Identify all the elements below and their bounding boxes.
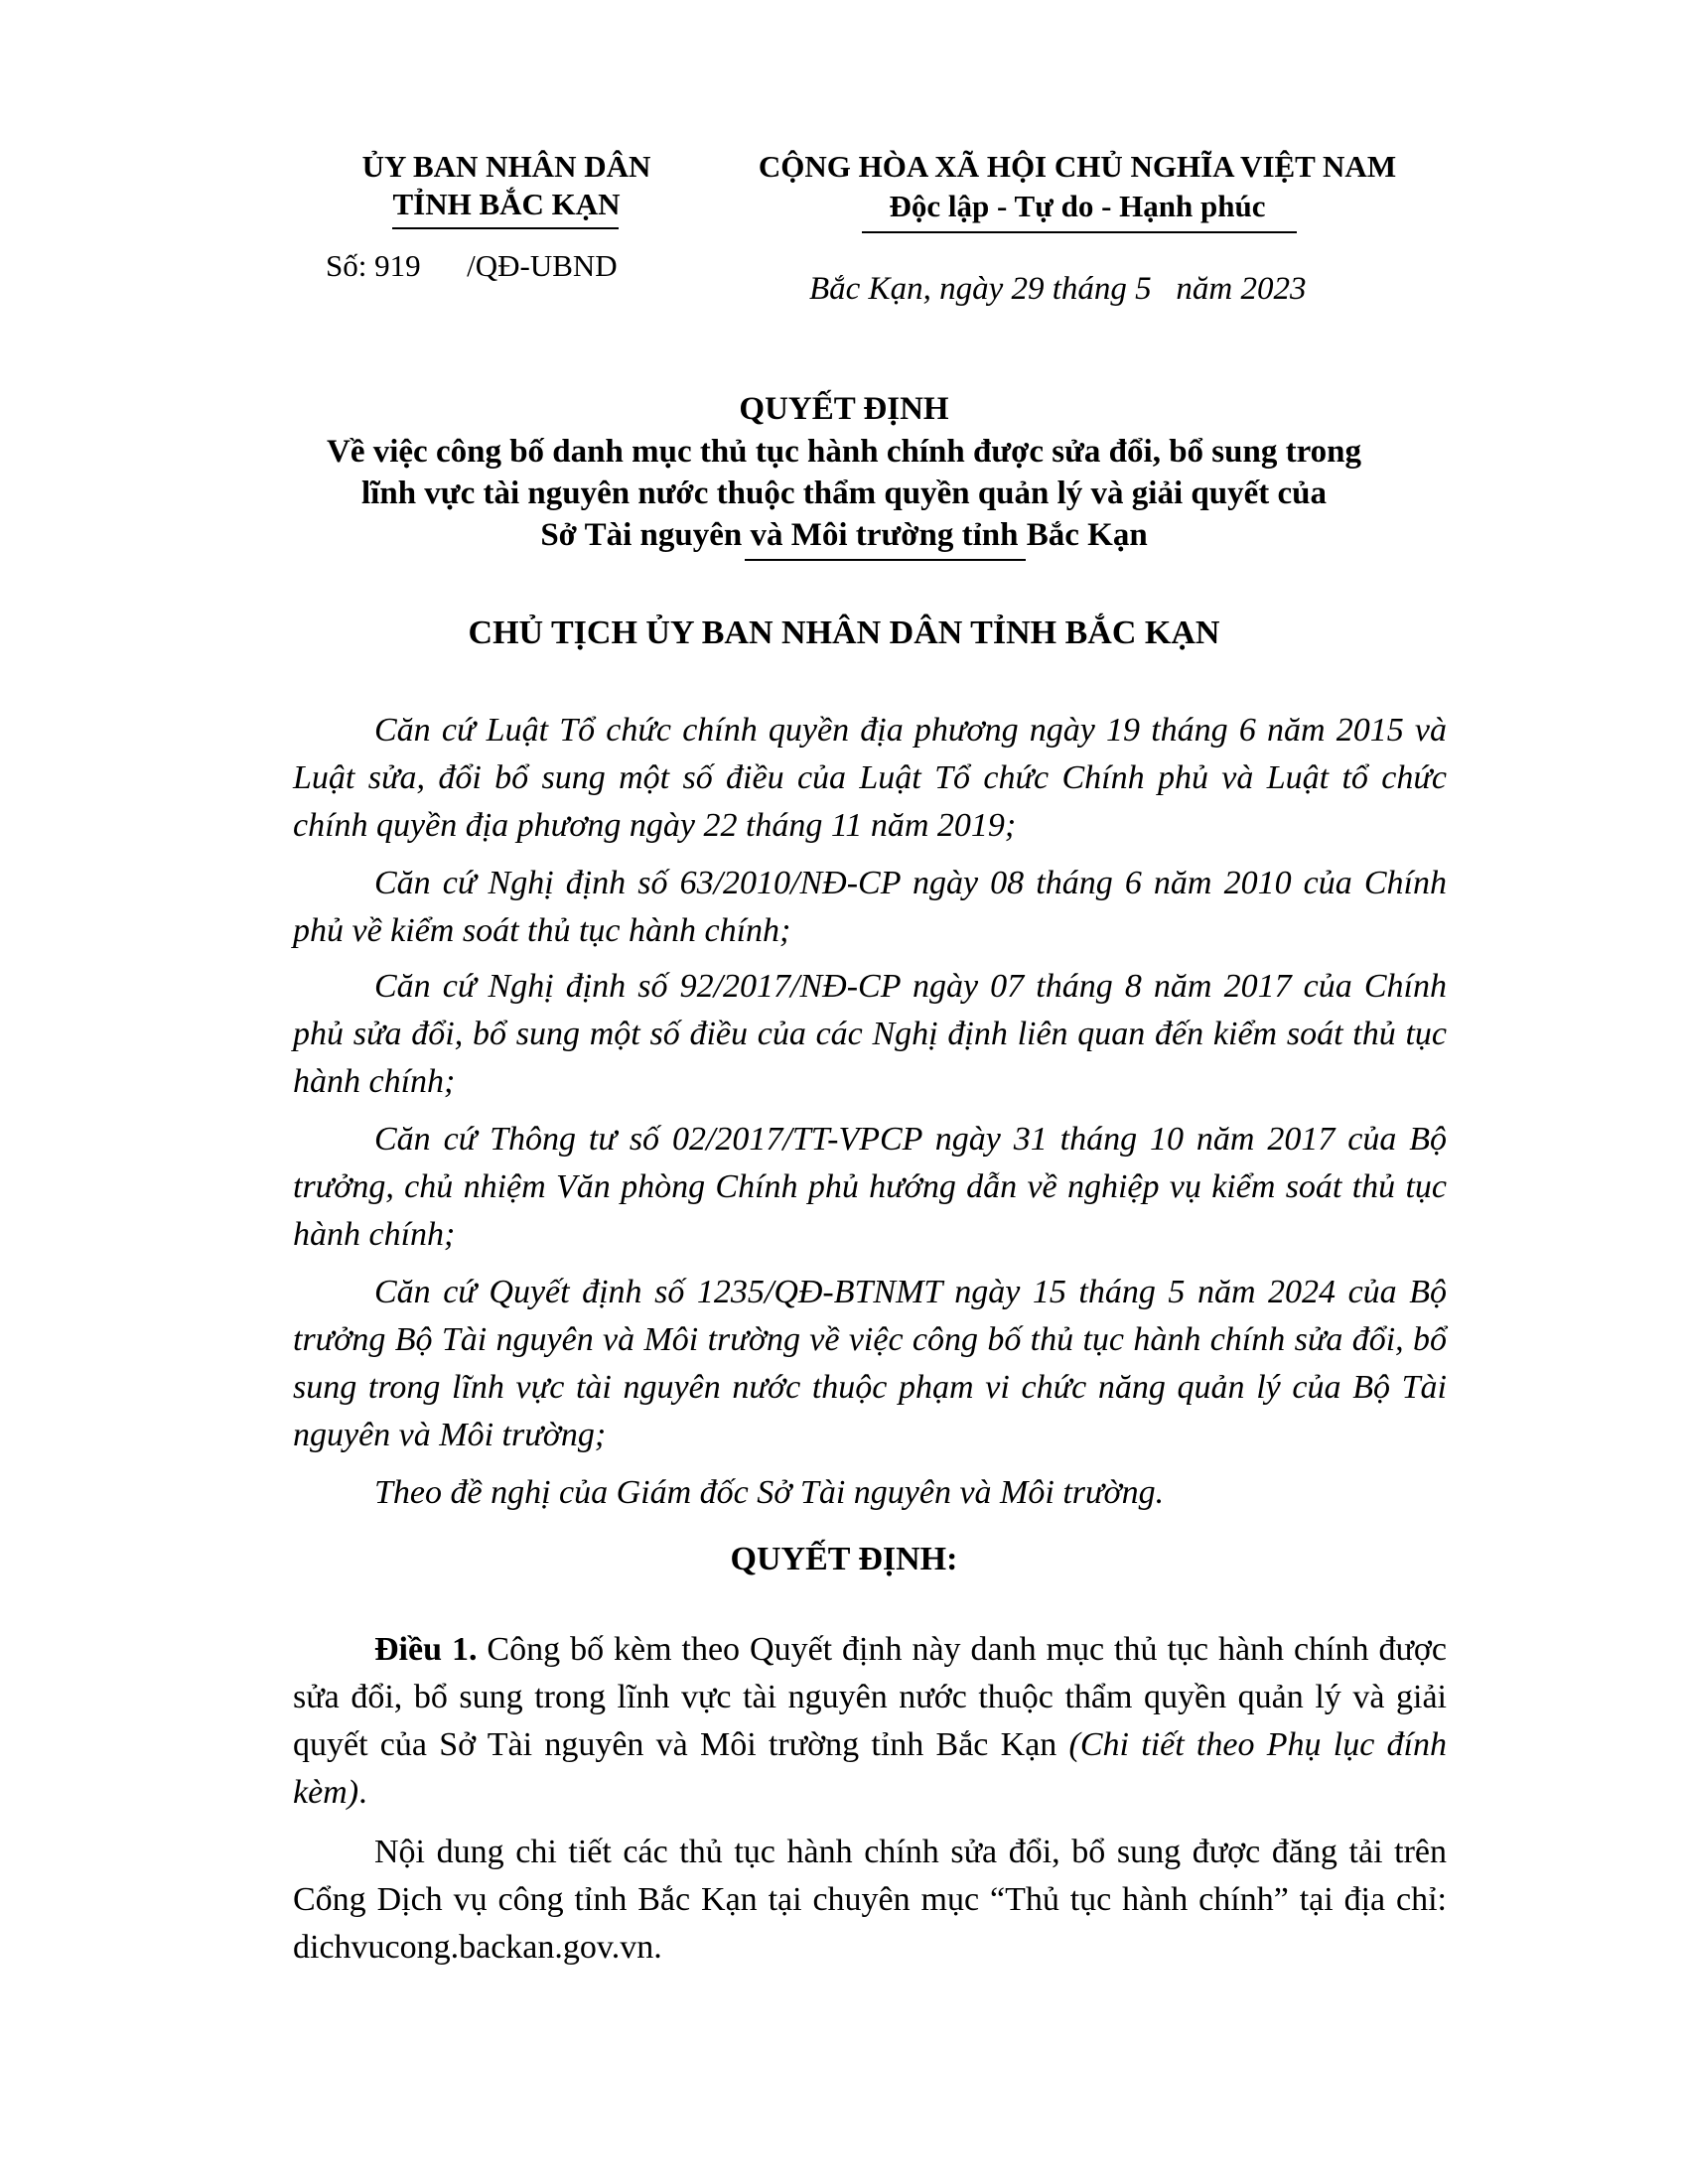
legal-basis-4: Căn cứ Thông tư số 02/2017/TT-VPCP ngày 31 tháng 10 năm 2017 của Bộ trưởng, chủ nhiệm Văn phòng Chính phủ hướng dẫn về nghiệp vụ kiểm soát thủ tục hành chính; xyxy=(293,1121,1447,1253)
issuing-authority-line2: TỈNH BẮC KẠN xyxy=(392,187,621,221)
subject-line-1: Về việc công bố danh mục thủ tục hành chính được sửa đổi, bổ sung trong xyxy=(327,434,1361,470)
document-number: Số: 919 /QĐ-UBND xyxy=(326,248,618,283)
signing-authority-heading: CHỦ TỊCH ỦY BAN NHÂN DÂN TỈNH BẮC KẠN xyxy=(468,614,1220,651)
article-1 xyxy=(293,1626,1447,1817)
national-title: CỘNG HÒA XÃ HỘI CHỦ NGHĨA VIỆT NAM xyxy=(758,149,1397,184)
decision-heading: QUYẾT ĐỊNH: xyxy=(730,1541,958,1577)
subject-line-3: Sở Tài nguyên và Môi trường tỉnh Bắc Kạn xyxy=(540,517,1148,553)
article-1-text: Công bố kèm theo Quyết định này danh mục thủ tục hành chính được sửa đổi, bổ sung trong lĩnh vực tài nguyên nước thuộc thẩm quyền quản lý và giải quyết của Sở Tài nguyên và Môi trường tỉnh Bắc Kạn xyxy=(293,1631,1448,1763)
motto-underline xyxy=(862,231,1297,233)
article-1-note: (Chi tiết theo Phụ lục đính kèm) xyxy=(293,1726,1447,1811)
subject-line-2: lĩnh vực tài nguyên nước thuộc thẩm quyền quản lý và giải quyết của xyxy=(361,476,1327,511)
article-1-end: . xyxy=(358,1774,367,1811)
issuing-authority-line1: ỦY BAN NHÂN DÂN xyxy=(361,149,651,184)
national-motto: Độc lập - Tự do - Hạnh phúc xyxy=(889,189,1266,223)
title-underline xyxy=(745,559,1026,561)
document-type-heading: QUYẾT ĐỊNH xyxy=(739,391,949,427)
legal-basis-5: Căn cứ Quyết định số 1235/QĐ-BTNMT ngày 15 tháng 5 năm 2024 của Bộ trưởng Bộ Tài nguyên và Môi trường về việc công bố thủ tục hành chính sửa đổi, bổ sung trong lĩnh vực tài nguyên nước thuộc phạm vi chức năng quản lý của Bộ Tài nguyên và Môi trường; xyxy=(293,1274,1447,1453)
place-and-date: Bắc Kạn, ngày 29 tháng 5 năm 2023 xyxy=(809,271,1307,307)
legal-basis-2: Căn cứ Nghị định số 63/2010/NĐ-CP ngày 08 tháng 6 năm 2010 của Chính phủ về kiểm soát thủ tục hành chính; xyxy=(293,865,1447,949)
legal-basis-3: Căn cứ Nghị định số 92/2017/NĐ-CP ngày 07 tháng 8 năm 2017 của Chính phủ sửa đổi, bổ sung một số điều của các Nghị định liên quan đến kiểm soát thủ tục hành chính; xyxy=(293,968,1447,1100)
legal-basis-1: Căn cứ Luật Tổ chức chính quyền địa phương ngày 19 tháng 6 năm 2015 và Luật sửa, đổi bổ sung một số điều của Luật Tổ chức Chính phủ và Luật tổ chức chính quyền địa phương ngày 22 tháng 11 năm 2019; xyxy=(293,712,1447,844)
article-1-detail: Nội dung chi tiết các thủ tục hành chính sửa đổi, bổ sung được đăng tải trên Cổng Dịch vụ công tỉnh Bắc Kạn tại chuyên mục “Thủ tục hành chính” tại địa chỉ: dichvucong.backan.gov.vn. xyxy=(293,1834,1447,1966)
authority-underline xyxy=(392,227,619,229)
legal-basis-6: Theo đề nghị của Giám đốc Sở Tài nguyên và Môi trường. xyxy=(374,1474,1165,1511)
article-1-label: Điều 1. xyxy=(374,1631,478,1668)
